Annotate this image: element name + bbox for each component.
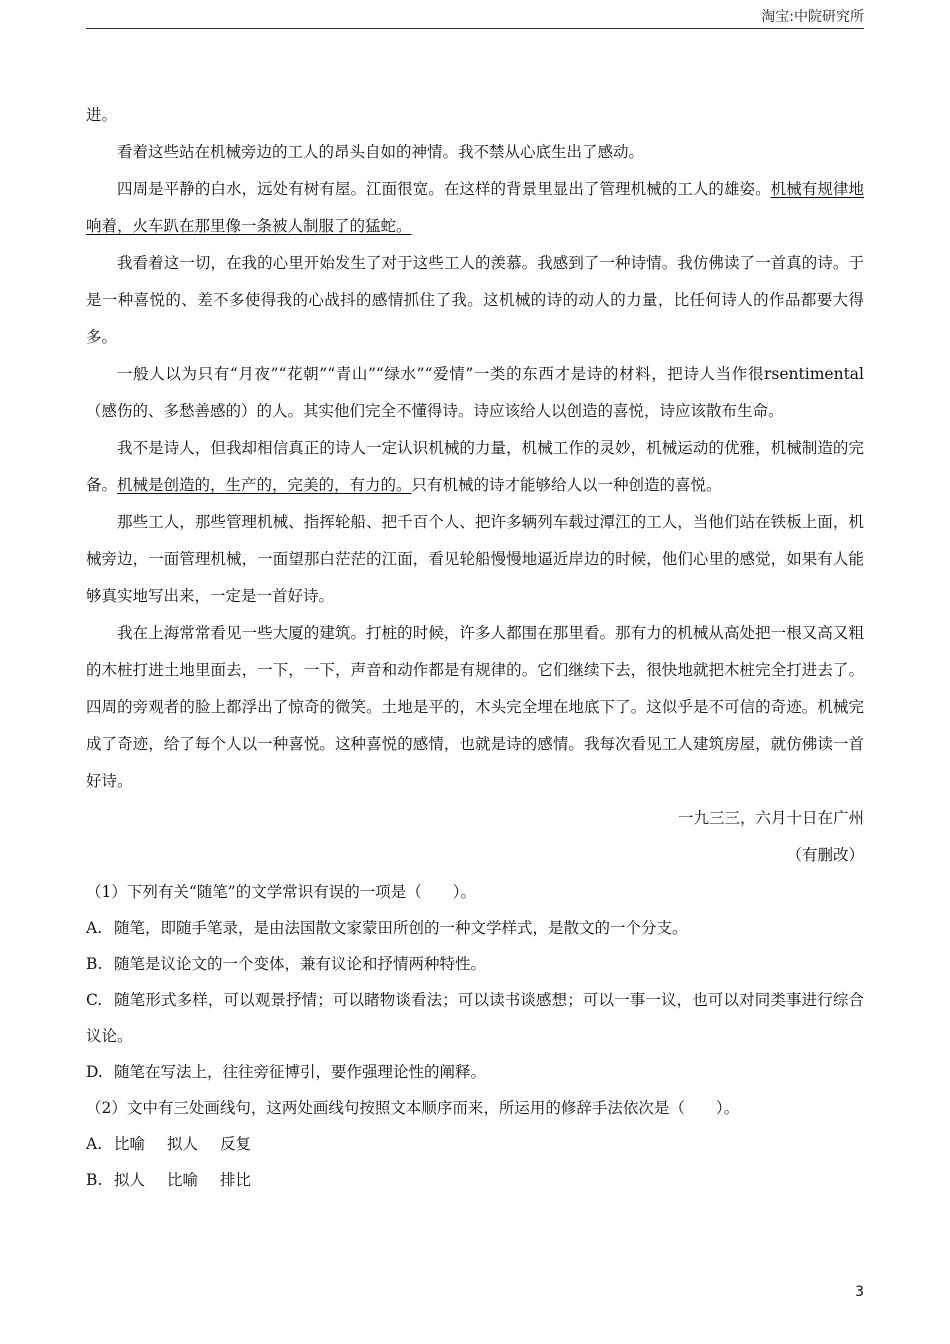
option-text: 随笔在写法上，往往旁征博引，要作强理论性的阐释。 [114, 1063, 487, 1081]
paragraph-4: 一般人以为只有“月夜”“花朝”“青山”“绿水”“爱情”一类的东西才是诗的材料，把诗人当作很rsentimental（感伤的、多愁善感的）的人。其实他们完全不懂得诗。诗应该给人以创造的喜悦，诗应该散布生命。 [86, 365, 864, 420]
option-text: 随笔，即随手笔录，是由法国散文家蒙田所创的一种文学样式，是散文的一个分支。 [114, 919, 688, 937]
question-1-option-a [86, 910, 864, 946]
question-1-option-d [86, 1054, 864, 1090]
option-item: 排比 [220, 1171, 252, 1189]
option-letter: A. [86, 1135, 103, 1153]
question-1-stem: （1）下列有关“随笔”的文学常识有误的一项是（ ）。 [86, 883, 476, 901]
paragraph-0: 进。 [86, 106, 118, 124]
option-item: 拟人 [167, 1135, 199, 1153]
option-letter: B. [86, 1171, 103, 1189]
option-text: 随笔是议论文的一个变体，兼有议论和抒情两种特性。 [114, 955, 487, 973]
option-letter: D. [86, 1063, 103, 1081]
option-item: 拟人 [114, 1171, 146, 1189]
page-number: 3 [855, 1284, 864, 1300]
question-1-option-b [86, 946, 864, 982]
paragraph-3: 我看着这一切，在我的心里开始发生了对于这些工人的羡慕。我感到了一种诗情。我仿佛读了一首真的诗。于是一种喜悦的、差不多使得我的心战抖的感情抓住了我。这机械的诗的动人的力量，比任何诗人的作品都要大得多。 [86, 254, 864, 346]
option-letter: B. [86, 955, 103, 973]
paragraph-5-text-b: 只有机械的诗才能够给人以一种创造的喜悦。 [411, 476, 722, 494]
question-2-stem: （2）文中有三处画线句，这两处画线句按照文本顺序而来，所运用的修辞手法依次是（ ）。 [86, 1099, 740, 1117]
question-2-option-a [86, 1126, 864, 1162]
option-item: 比喻 [167, 1171, 199, 1189]
option-text: 随笔形式多样，可以观景抒情；可以睹物谈看法；可以读书谈感想；可以一事一议，也可以对同类事进行综合议论。 [86, 991, 864, 1045]
paragraph-7: 我在上海常常看见一些大厦的建筑。打桩的时候，许多人都围在那里看。那有力的机械从高处把一根又高又粗的木桩打进土地里面去，一下，一下，声音和动作都是有规律的。它们继续下去，很快地就把木桩完全打进去了。四周的旁观者的脸上都浮出了惊奇的微笑。土地是平的，木头完全埋在地底下了。这似乎是不可信的奇迹。机械完成了奇迹，给了每个人以一种喜悦。这种喜悦的感情，也就是诗的感情。我每次看见工人建筑房屋，就仿佛读一首好诗。 [86, 624, 864, 790]
paragraph-1: 看着这些站在机械旁边的工人的昂头自如的神情。我不禁从心底生出了感动。 [117, 143, 645, 161]
document-body [86, 97, 864, 1198]
option-item: 比喻 [114, 1135, 146, 1153]
paragraph-2-text: 四周是平静的白水，远处有树有屋。江面很宽。在这样的背景里显出了管理机械的工人的雄姿。 [117, 180, 771, 198]
paragraph-5-text-a: 我不是诗人，但我却相信真正的诗人一定认识机械的力量，机械工作的灵妙，机械运动的优雅，机械制造的完备。 [86, 439, 864, 494]
edit-note: （有删改） [786, 846, 864, 864]
question-1-option-c [86, 982, 864, 1054]
question-2-option-b [86, 1162, 864, 1198]
paragraph-2 [86, 171, 864, 245]
header-divider [86, 28, 864, 29]
underlined-sentence-2: 机械是创造的，生产的，完美的，有力的。 [117, 476, 412, 494]
paragraph-5 [86, 430, 864, 504]
header-source: 淘宝:中院研究所 [761, 9, 864, 25]
paragraph-6: 那些工人，那些管理机械、指挥轮船、把千百个人、把许多辆列车载过潭江的工人，当他们站在铁板上面，机械旁边，一面管理机械，一面望那白茫茫的江面，看见轮船慢慢地逼近岸边的时候，他们心里的感觉，如果有人能够真实地写出来，一定是一首好诗。 [86, 513, 864, 605]
option-letter: C. [86, 991, 103, 1009]
option-item: 反复 [220, 1135, 252, 1153]
option-letter: A. [86, 919, 103, 937]
underlined-sentence-1: 机械有规律地响着，火车趴在那里像一条被人制服了的猛蛇。 [86, 180, 864, 235]
article-date: 一九三三，六月十日在广州 [677, 809, 864, 827]
